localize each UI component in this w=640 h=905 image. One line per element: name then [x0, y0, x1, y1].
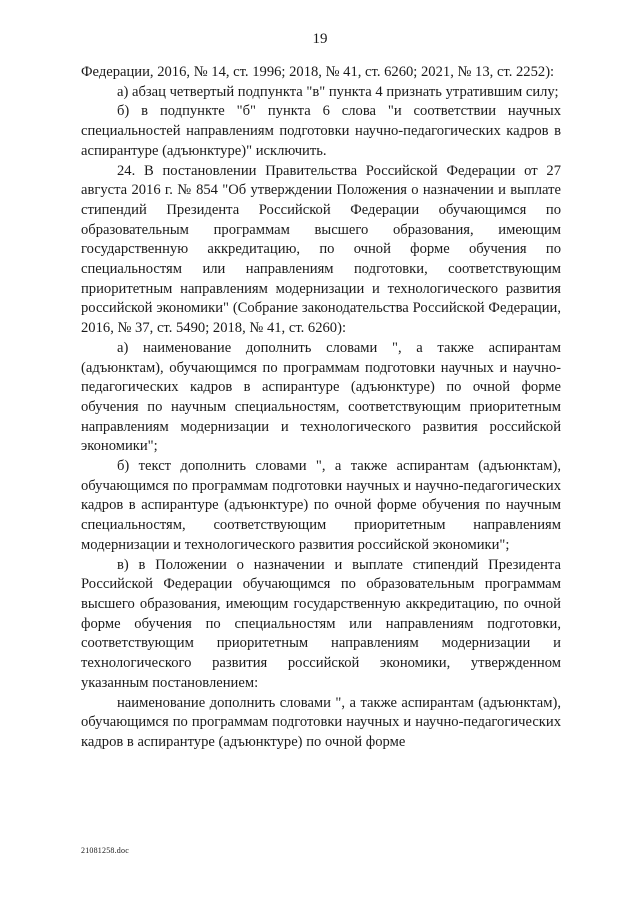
- paragraph-item-b: б) в подпункте "б" пункта 6 слова "и соответствии научных специальностей направлениям подготовки научно-педагогических кадров в аспирантуре (адъюнктуре)" исключить.: [81, 103, 561, 159]
- document-file-code: 21081258.doc: [81, 846, 129, 855]
- page-number: 19: [312, 31, 328, 47]
- paragraph-item-a: а) абзац четвертый подпункта "в" пункта 4 признать утратившим силу;: [117, 83, 559, 100]
- paragraph-24-item-a: а) наименование дополнить словами ", а также аспирантам (адъюнктам), обучающимся по программам подготовки научных и научно-педагогических кадров в аспирантуре (адъюнктуре) по очной форме обучения по научным специальностям, соответствующим приоритетным направлениям модернизации и технологического развития российской экономики";: [81, 339, 561, 455]
- document-body: [81, 63, 561, 753]
- paragraph-24-item-b: б) текст дополнить словами ", а также аспирантам (адъюнктам), обучающимся по программам подготовки научных и научно-педагогических кадров в аспирантуре (адъюнктуре) по очной форме обучения по научным специальностям, соответствующим приоритетным направлениям модернизации и технологического развития российской экономики";: [81, 458, 561, 553]
- paragraph-24-v-naimenovanie: наименование дополнить словами ", а также аспирантам (адъюнктам), обучающимся по программам подготовки научных и научно-педагогических кадров в аспирантуре (адъюнктуре) по очной форме: [81, 694, 561, 750]
- paragraph-24-item-v: в) в Положении о назначении и выплате стипендий Президента Российской Федерации обучающимся по образовательным программам высшего образования, имеющим государственную аккредитацию, по очной форме обучения по специальностям или направлениям подготовки, соответствующим приоритетным направлениям модернизации и технологического развития российской экономики, утвержденном указанным постановлением:: [81, 556, 561, 691]
- paragraph-point-24: 24. В постановлении Правительства Российской Федерации от 27 августа 2016 г. № 854 "Об утверждении Положения о назначении и выплате стипендий Президента Российской Федерации обучающимся по образовательным программам высшего образования, имеющим государственную аккредитацию, по очной форме обучения по специальностям или направлениям подготовки, соответствующим приоритетным направлениям модернизации и технологического развития российской экономики" (Собрание законодательства Российской Федерации, 2016, № 37, ст. 5490; 2018, № 41, ст. 6260):: [81, 162, 561, 337]
- paragraph-continuation: Федерации, 2016, № 14, ст. 1996; 2018, № 41, ст. 6260; 2021, № 13, ст. 2252):: [81, 64, 555, 80]
